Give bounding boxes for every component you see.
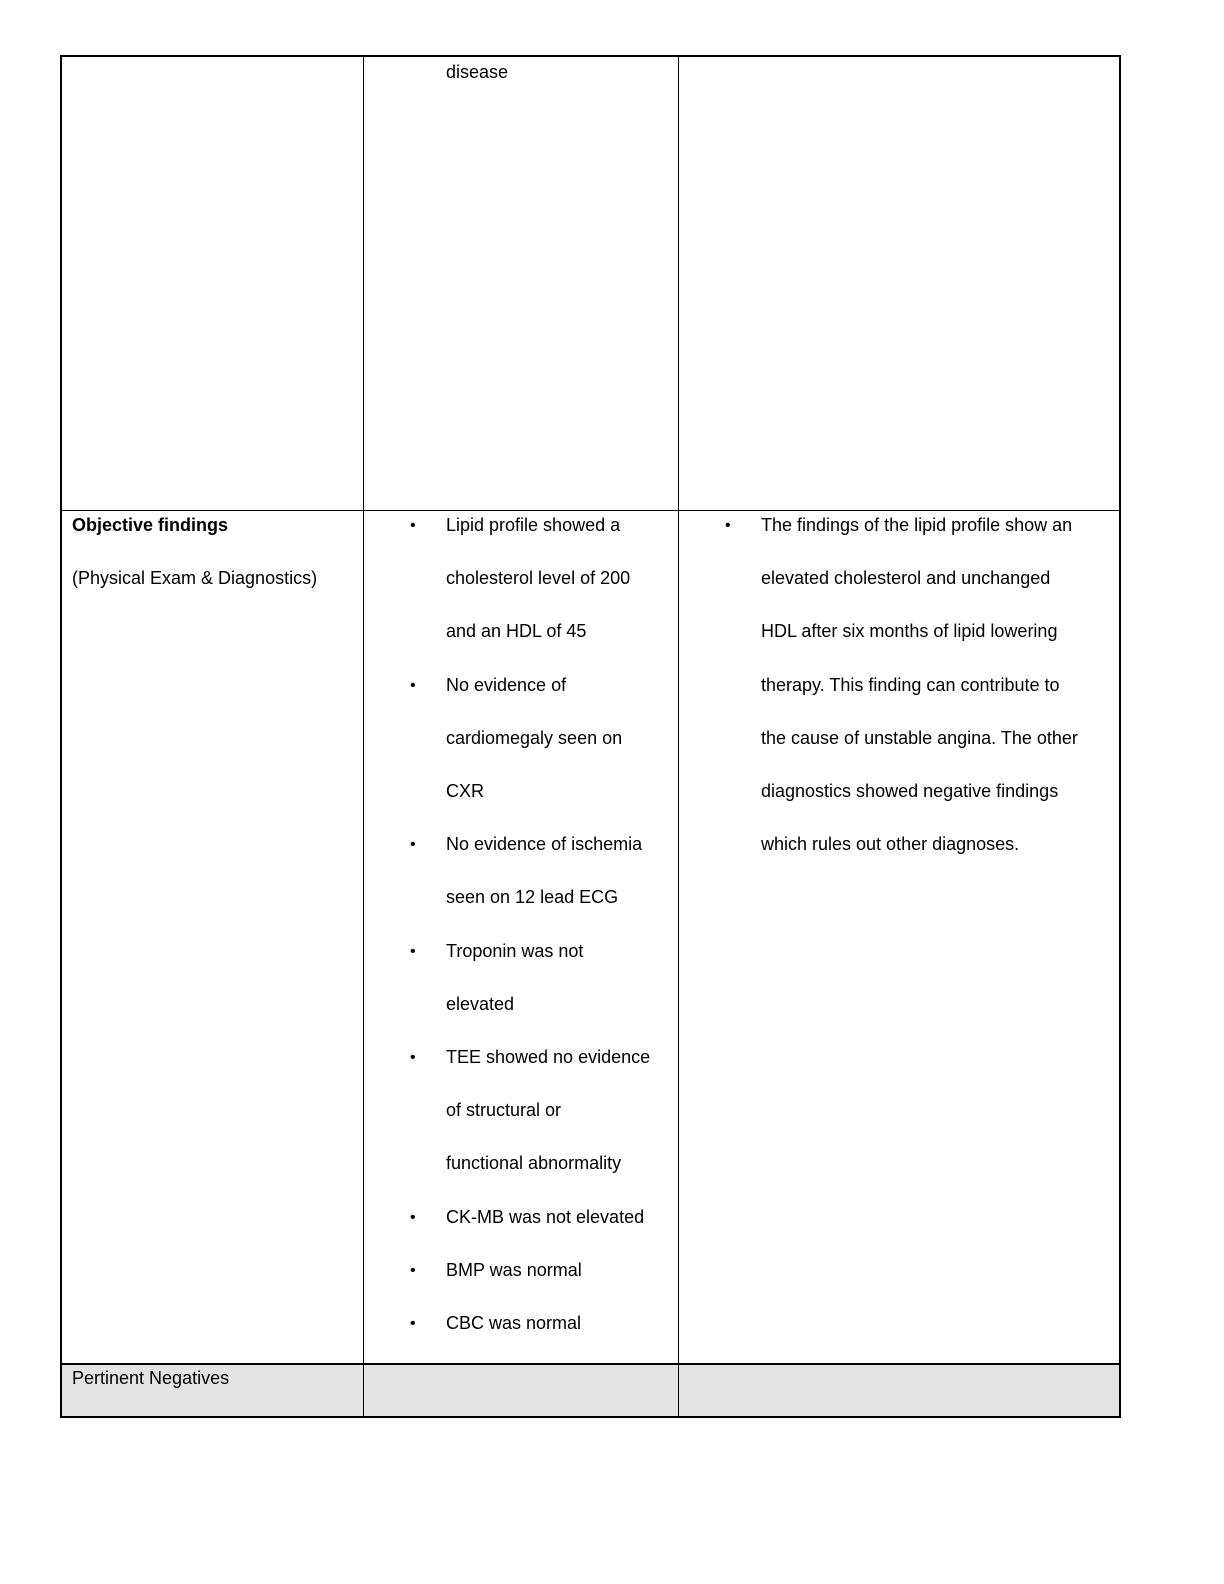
bullet-icon: •	[410, 517, 416, 534]
finding-line: CK-MB was not elevated	[446, 1206, 645, 1227]
analysis-line: diagnostics showed negative findings	[761, 781, 1059, 802]
bullet-icon: •	[410, 1315, 416, 1333]
bullet-icon: •	[410, 676, 416, 694]
analysis-line: elevated cholesterol and unchanged	[761, 568, 1051, 589]
finding-line: and an HDL of 45	[446, 621, 587, 642]
pertinent-negatives-label: Pertinent Negatives	[72, 1368, 230, 1388]
objective-findings-sublabel: (Physical Exam & Diagnostics)	[72, 568, 318, 588]
finding-line: No evidence of ischemia	[446, 834, 643, 855]
finding-line: elevated	[446, 993, 515, 1014]
finding-line: functional abnormality	[446, 1153, 622, 1174]
finding-item	[410, 925, 671, 1031]
finding-item	[410, 499, 671, 659]
finding-line: Lipid profile showed a	[446, 515, 621, 535]
finding-item	[410, 1244, 671, 1297]
analysis-text	[761, 499, 1116, 871]
findings-list	[410, 499, 671, 1350]
finding-item	[410, 818, 671, 924]
findings-list-container	[410, 499, 671, 1350]
finding-item	[410, 659, 671, 819]
objective-findings-label: Objective findings	[72, 515, 229, 535]
row1-col2-text: disease	[446, 62, 509, 82]
finding-line: TEE showed no evidence	[446, 1047, 651, 1068]
bullet-icon: •	[410, 1208, 416, 1226]
notes-table	[60, 55, 1121, 1418]
finding-item	[410, 1297, 671, 1350]
finding-line: seen on 12 lead ECG	[446, 887, 619, 908]
bullet-icon: •	[410, 1261, 416, 1279]
finding-line: cholesterol level of 200	[446, 568, 631, 589]
column-divider-2	[678, 57, 679, 1416]
bullet-icon: •	[410, 836, 416, 854]
column-divider-1	[363, 57, 364, 1416]
analysis-container	[725, 499, 1116, 871]
finding-item	[410, 1191, 671, 1244]
analysis-item	[725, 499, 1116, 871]
finding-line: Troponin was not	[446, 940, 584, 961]
analysis-line: HDL after six months of lipid lowering	[761, 621, 1058, 642]
bullet-icon: •	[410, 1049, 416, 1067]
finding-line: CXR	[446, 781, 485, 802]
finding-line: BMP was normal	[446, 1259, 582, 1280]
analysis-line: therapy. This finding can contribute to	[761, 674, 1060, 695]
analysis-line: which rules out other diagnoses.	[761, 834, 1020, 855]
analysis-line: The findings of the lipid profile show an	[761, 515, 1073, 535]
finding-line: of structural or	[446, 1100, 562, 1121]
finding-line: cardiomegaly seen on	[446, 727, 623, 748]
bullet-icon: •	[410, 942, 416, 960]
finding-line: No evidence of	[446, 674, 567, 695]
analysis-list	[725, 499, 1116, 871]
bullet-icon: •	[725, 517, 731, 534]
finding-line: CBC was normal	[446, 1313, 582, 1334]
finding-item	[410, 1031, 671, 1191]
analysis-line: the cause of unstable angina. The other	[761, 727, 1078, 748]
